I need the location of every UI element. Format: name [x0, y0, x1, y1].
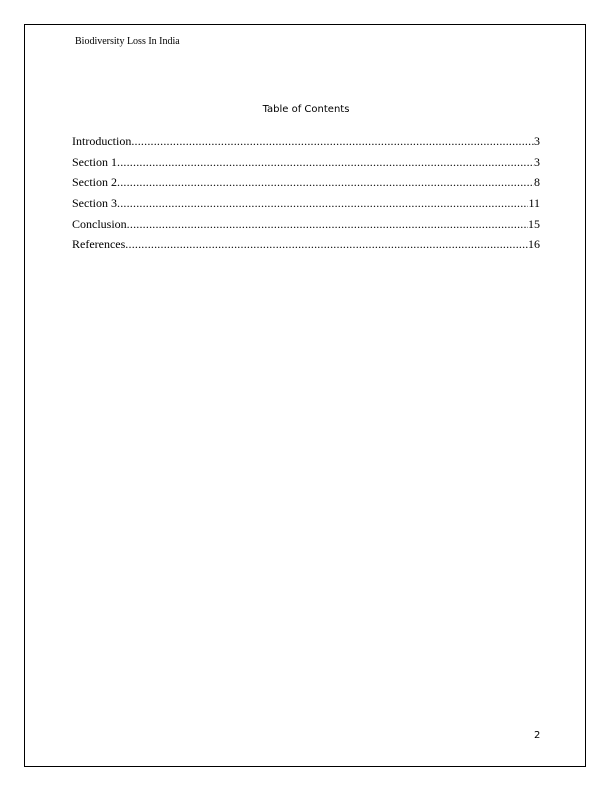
toc-entry-references[interactable]: [72, 234, 540, 255]
toc-entry-page: 11: [528, 196, 540, 211]
toc-entry-label: Section 3: [72, 196, 117, 211]
toc-entry-label: Section 2: [72, 175, 117, 190]
toc-entry-section-1[interactable]: [72, 152, 540, 173]
toc-entry-page: 15: [528, 216, 540, 231]
toc-entry-section-3[interactable]: [72, 193, 540, 214]
toc-dot-leader: [131, 131, 534, 152]
toc-entry-label: Section 1: [72, 154, 117, 169]
toc-dot-leader: [127, 214, 528, 235]
toc-dot-leader: [117, 152, 534, 173]
toc-title: Table of Contents: [262, 104, 350, 115]
toc-entry-page: 16: [528, 237, 540, 252]
toc-dot-leader: [117, 172, 534, 193]
toc-entry-page: 8: [534, 175, 540, 190]
toc-dot-leader: [125, 234, 528, 255]
toc-entry-page: 3: [534, 134, 540, 148]
toc-entry-label: Conclusion: [72, 216, 127, 231]
toc-entry-section-2[interactable]: [72, 172, 540, 193]
toc-dot-leader: [117, 193, 528, 214]
page-number: 2: [534, 730, 541, 741]
running-head: Biodiversity Loss In India: [75, 36, 180, 47]
toc-entry-page: 3: [534, 154, 540, 169]
toc-entry-label: References: [72, 237, 126, 252]
toc-entry-conclusion[interactable]: [72, 214, 540, 235]
toc-entry-introduction[interactable]: [72, 131, 540, 152]
toc-entry-label: Introduction: [72, 134, 132, 148]
table-of-contents: [72, 131, 540, 255]
